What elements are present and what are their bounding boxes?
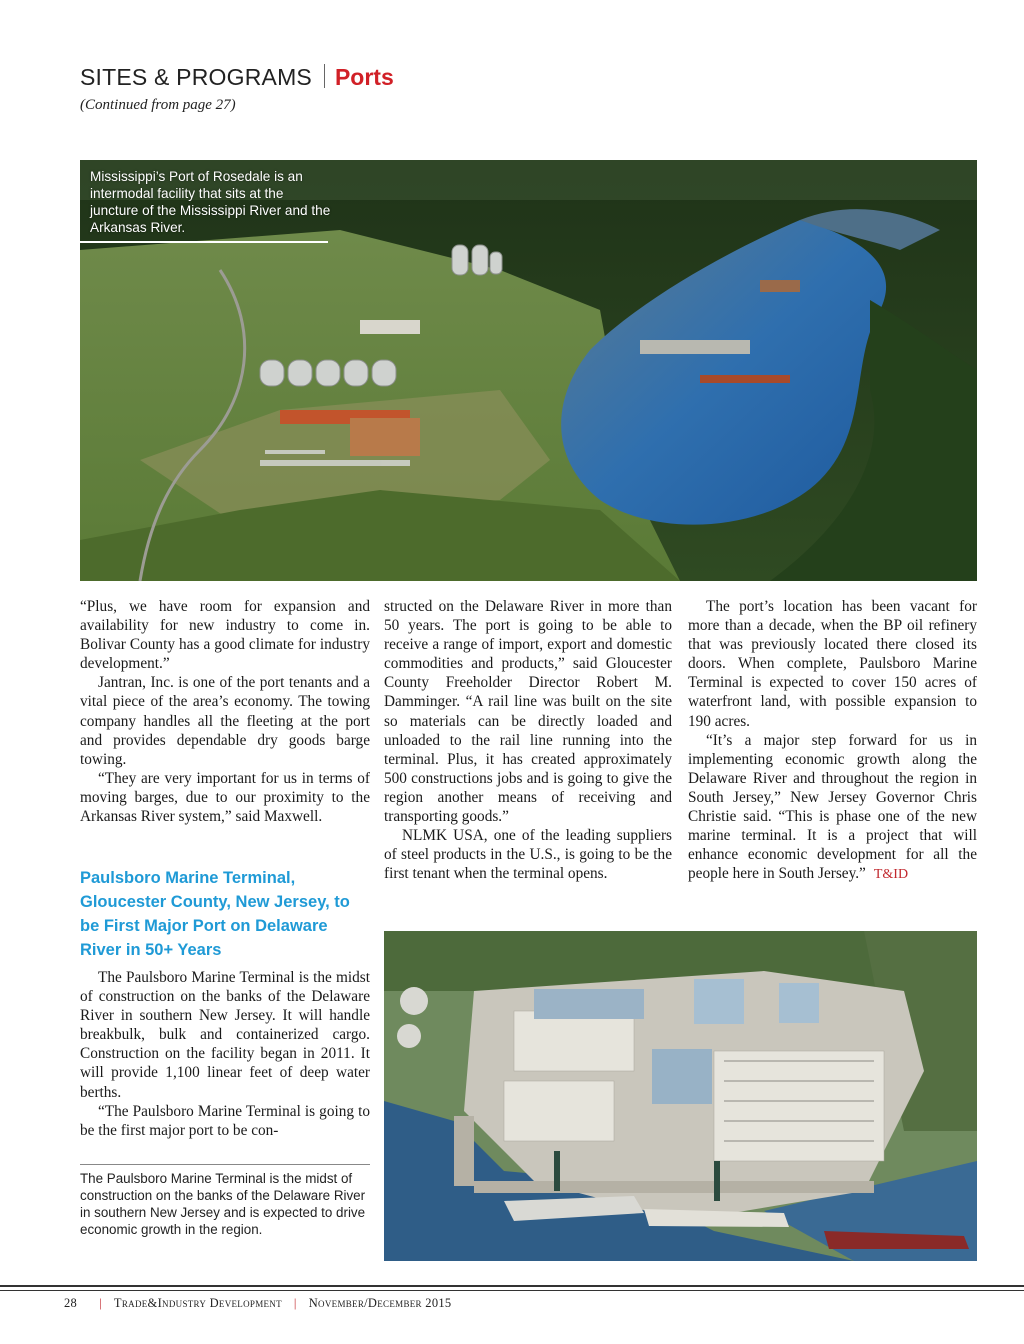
paulsboro-terminal-rendering — [384, 931, 977, 1261]
photo2-caption: The Paulsboro Marine Terminal is the midst of construction on the banks of the Delaware River in southern New Jersey and is expected to drive economic growth in the region. — [80, 1171, 366, 1237]
page-number: 28 — [64, 1296, 78, 1310]
page-footer — [64, 1296, 451, 1311]
column-1-text — [80, 597, 370, 826]
paragraph: Jantran, Inc. is one of the port tenants and a vital piece of the area’s economy. The towing company handles all the fleeting at the port and provides dependable dry goods barge towing. — [80, 674, 370, 768]
footer-divider: | — [99, 1296, 102, 1310]
header-divider — [324, 64, 325, 88]
photo1-caption-rule — [80, 241, 328, 243]
page-header — [80, 64, 394, 91]
paragraph: “They are very important for us in terms of moving barges, due to our proximity to the Arkansas River system,” said Maxwell. — [80, 769, 370, 826]
continued-note: (Continued from page 27) — [80, 97, 236, 113]
paragraph: The port’s location has been vacant for more than a decade, when the BP oil refinery that was previously located there closed its doors. When complete, Paulsboro Marine Terminal is expected to cover 150 acres of waterfront land, with possible expansion to 190 acres. — [688, 598, 977, 730]
footer-divider: | — [293, 1296, 297, 1310]
column-3-text — [688, 597, 977, 884]
end-mark: T&ID — [873, 867, 909, 883]
paragraph: The Paulsboro Marine Terminal is the midst of construction on the banks of the Delaware River in southern New Jersey. It will handle breakbulk, bulk and containerized cargo. Construction on the facility began in 2011. It will provide 1,100 linear feet of deep water berths. — [80, 969, 370, 1101]
paragraph: structed on the Delaware River in more than 50 years. The port is going to be able to receive a range of import, export and domestic commodities and products,” said Gloucester County Freeholder Director Robert M. Damminger. “A rail line was built on the site so materials can be directly loaded and unloaded to the rail line running into the terminal. Plus, it has created approximately 500 constructions jobs and is going to give the region another means of receiving and transporting goods.” — [384, 598, 672, 826]
paragraph — [688, 731, 977, 885]
article-subhead: Paulsboro Marine Terminal, Gloucester County, New Jersey, to be First Major Port on Delaware River in 50+ Years — [80, 869, 350, 959]
paragraph: “Plus, we have room for expansion and availability for new industry to come in. Bolivar County has a good climate for industry development.” — [80, 598, 370, 673]
paragraph: NLMK USA, one of the leading suppliers of steel products in the U.S., is going to be the first tenant when the terminal opens. — [384, 827, 672, 883]
column-2-text — [384, 597, 672, 883]
issue-date: November/December 2015 — [308, 1296, 452, 1310]
photo2-caption-rule — [80, 1164, 370, 1165]
publication-name: Trade&Industry Development — [113, 1296, 282, 1310]
photo1-caption: Mississippi’s Port of Rosedale is an intermodal facility that sits at the juncture of the Mississippi River and the Arkansas River. — [90, 169, 331, 235]
topic-label: Ports — [334, 64, 394, 90]
footer-rule-thin — [0, 1290, 1024, 1291]
column-1-continued-text — [80, 968, 370, 1140]
paragraph: “The Paulsboro Marine Terminal is going to be the first major port to be con- — [80, 1102, 370, 1139]
footer-rule — [0, 1285, 1024, 1287]
paragraph-text: “It’s a major step forward for us in implementing economic growth along the Delaware River and throughout the region in South Jersey,” New Jersey Governor Chris Christie said. “This is phase one of the new marine terminal. It is a project that will enhance economic development for all the people here in South Jersey.” — [688, 731, 977, 883]
section-label: SITES & PROGRAMS — [80, 64, 312, 90]
